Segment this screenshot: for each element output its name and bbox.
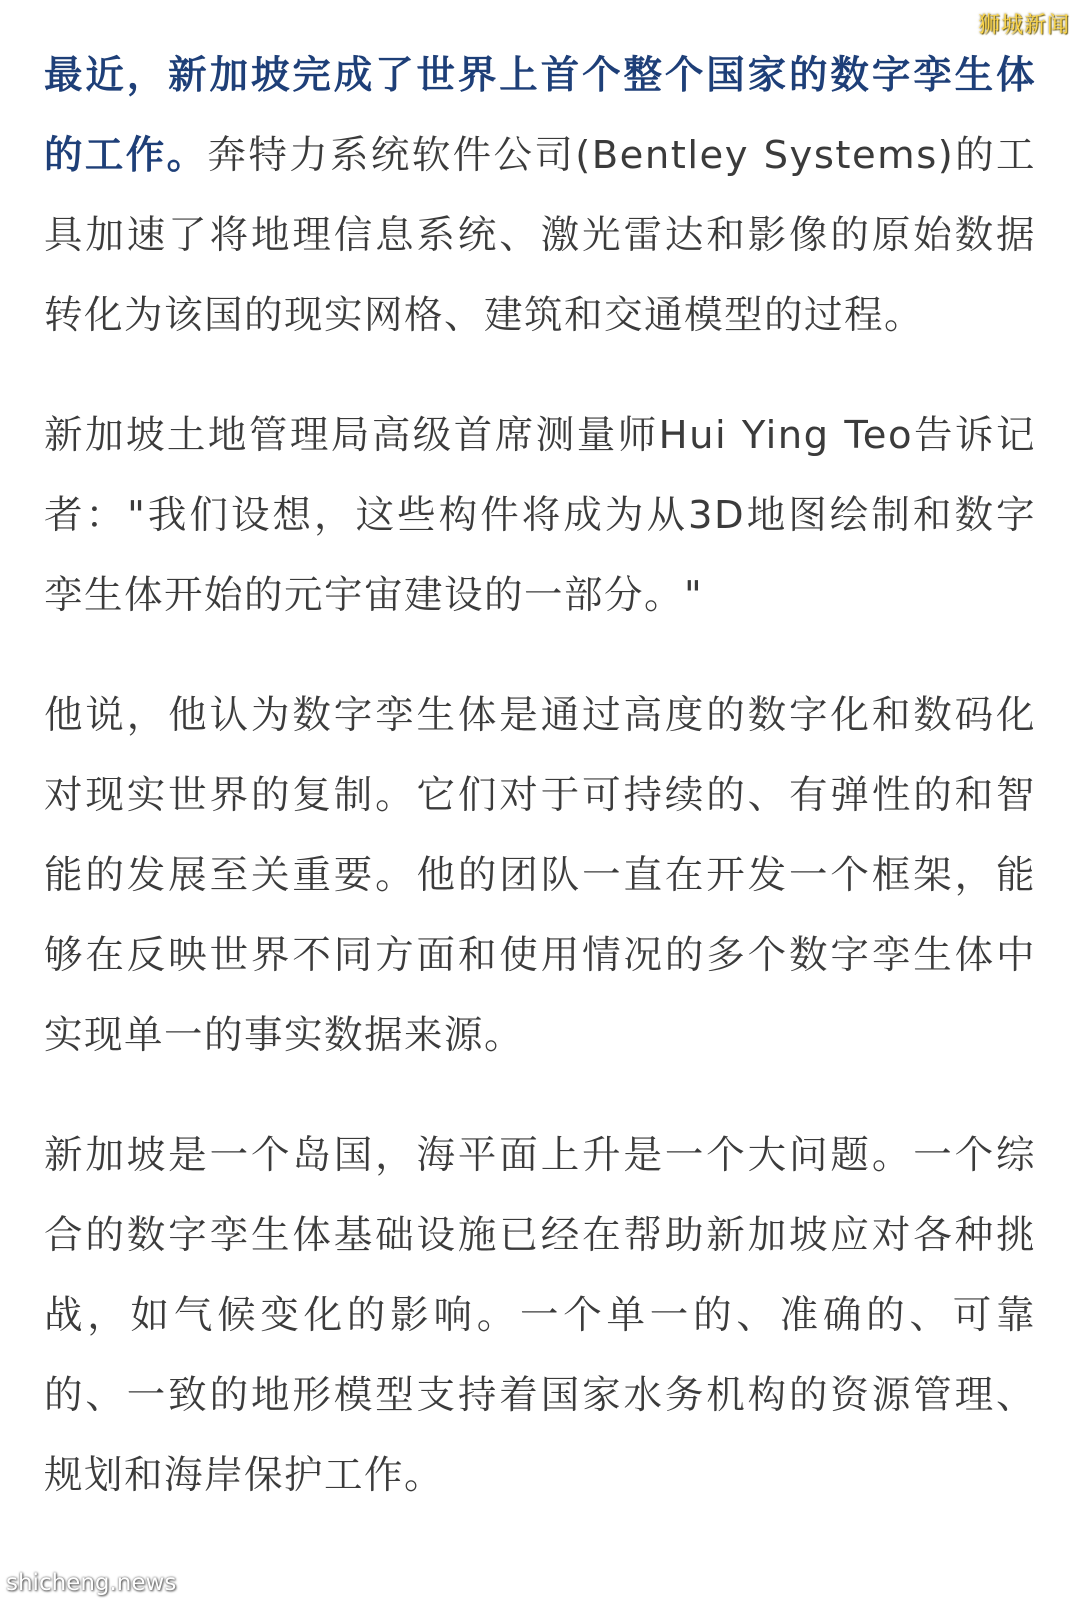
paragraph-text: 他说，他认为数字孪生体是通过高度的数字化和数码化对现实世界的复制。它们对于可持续的、有弹性的和智能的发展至关重要。他的团队一直在开发一个框架，能够在反映世界不同方面和使用情况的多个数字孪生体中实现单一的事实数据来源。 bbox=[44, 693, 1036, 1058]
paragraph-intro bbox=[44, 36, 1036, 356]
paragraph-text: 新加坡是一个岛国，海平面上升是一个大问题。一个综合的数字孪生体基础设施已经在帮助新加坡应对各种挑战，如气候变化的影响。一个单一的、准确的、可靠的、一致的地形模型支持着国家水务机构的资源管理、规划和海岸保护工作。 bbox=[44, 1133, 1036, 1498]
paragraph-quote bbox=[44, 396, 1036, 636]
paragraph-text: 奔特力系统软件公司(Bentley Systems)的工具加速了将地理信息系统、激光雷达和影像的原始数据转化为该国的现实网格、建筑和交通模型的过程。 bbox=[44, 133, 1036, 338]
watermark-logo-text: 狮城新闻 bbox=[977, 13, 1070, 38]
lead-sentence: 最近，新加坡完成了世界上首个整个国家的数字孪生体的工作。 bbox=[44, 53, 1036, 178]
watermark-url: shicheng.news bbox=[6, 1570, 177, 1596]
article-body bbox=[44, 36, 1036, 1556]
paragraph-text: 新加坡土地管理局高级首席测量师Hui Ying Teo告诉记者："我们设想，这些构件将成为从3D地图绘制和数字孪生体开始的元宇宙建设的一部分。" bbox=[44, 413, 1036, 618]
paragraph-digital-twin bbox=[44, 676, 1036, 1076]
paragraph-sea-level bbox=[44, 1116, 1036, 1516]
